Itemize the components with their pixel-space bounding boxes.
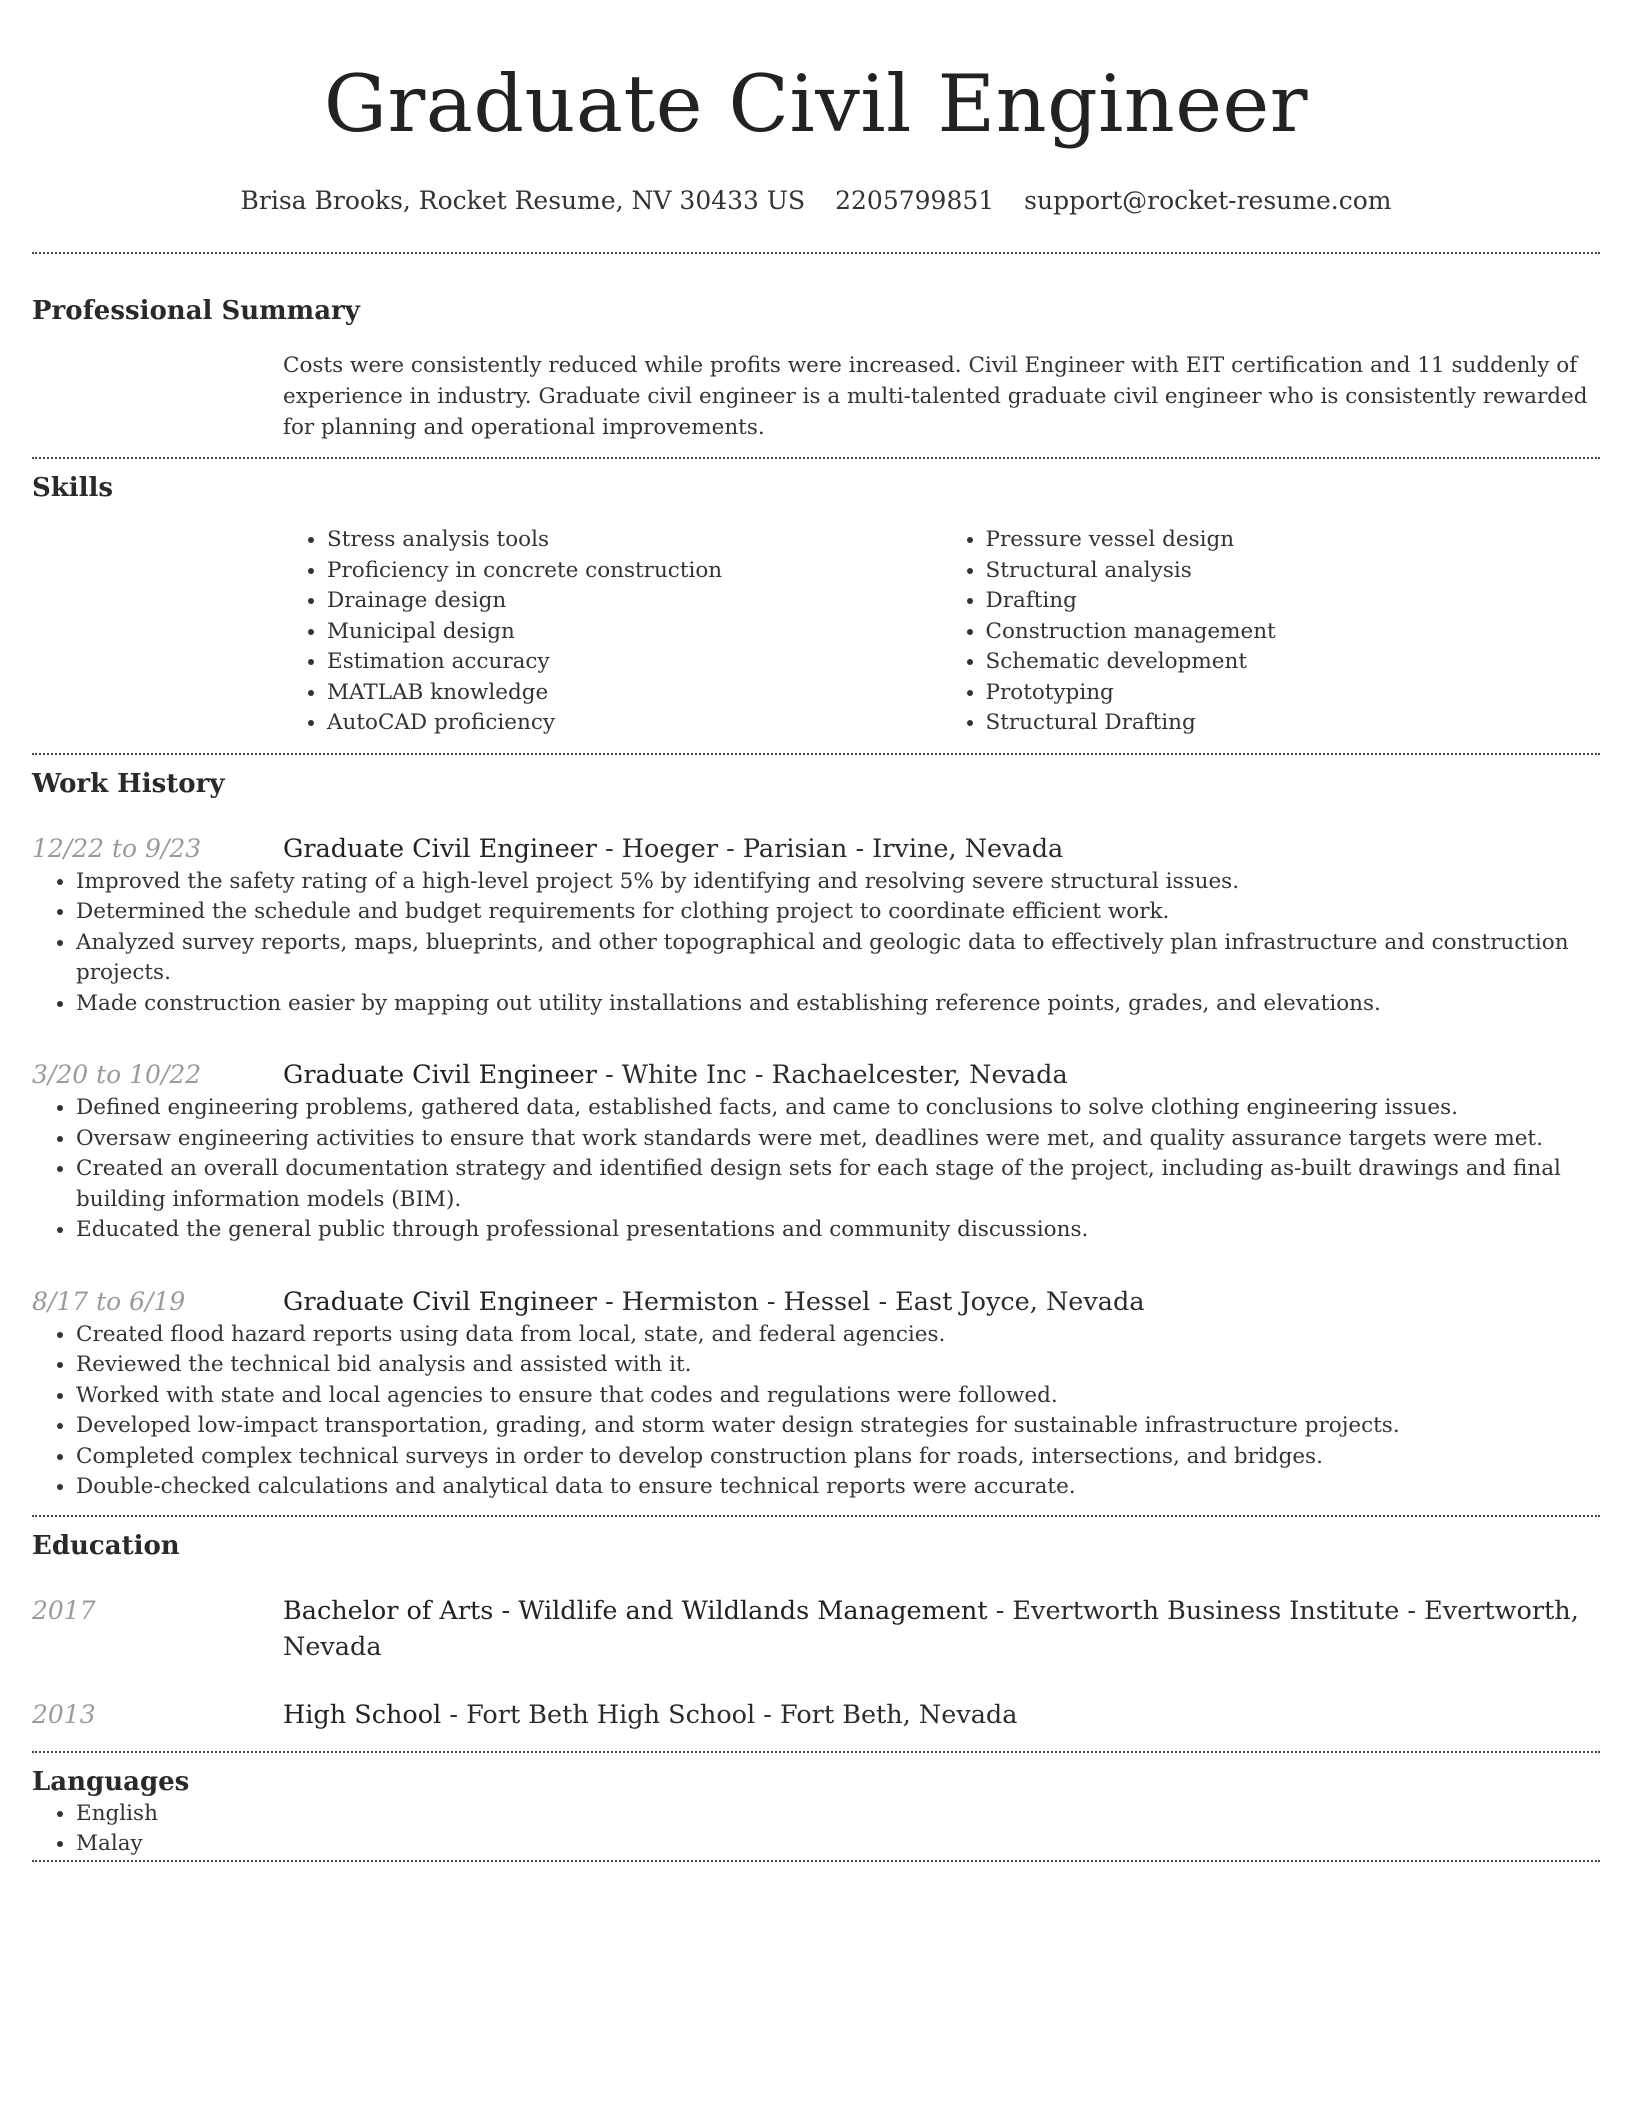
job-dates: 3/20 to 10/22: [32, 1060, 202, 1089]
job-bullet: • Oversaw engineering activities to ensure that work standards were met, deadlines were met, and quality assurance targets were met.: [76, 1124, 1600, 1155]
skill-item: • Pressure vessel design: [986, 525, 1601, 556]
languages-list: [32, 1799, 1393, 1860]
languages-heading: Languages: [32, 1766, 190, 1797]
contact-phone: 2205799851: [835, 186, 995, 215]
language-item: • English: [76, 1799, 1393, 1830]
skill-item: • Construction management: [986, 617, 1601, 648]
education-line: [283, 1697, 1600, 1733]
language-item: • Malay: [76, 1829, 1393, 1860]
education-heading: Education: [32, 1530, 180, 1561]
skill-item: • Proficiency in concrete construction: [327, 556, 942, 587]
job-role: Graduate Civil Engineer: [283, 1060, 597, 1090]
skill-item: • Structural analysis: [986, 556, 1601, 587]
skill-item: • Drafting: [986, 586, 1601, 617]
work-section: [32, 755, 1600, 1515]
job-company: - Hoeger - Parisian - Irvine, Nevada: [596, 833, 1064, 864]
job-bullet: • Analyzed survey reports, maps, blueprints, and other topographical and geologic data to effectively plan infrastructure and construction projects.: [76, 928, 1600, 989]
job-bullet: • Determined the schedule and budget requirements for clothing project to coordinate efficient work.: [76, 897, 1600, 928]
job-bullets: [32, 1093, 1600, 1246]
job-bullet: • Made construction easier by mapping out utility installations and establishing reference points, grades, and elevations.: [76, 989, 1600, 1020]
skills-heading: Skills: [32, 473, 114, 503]
job-bullets: [32, 1320, 1600, 1503]
contact-line: [32, 184, 1600, 218]
skills-list-left: [283, 525, 942, 739]
job-bullet: • Worked with state and local agencies to ensure that codes and regulations were followed.: [76, 1381, 1600, 1412]
job-title-line: [283, 1284, 1600, 1320]
skill-item: • Estimation accuracy: [327, 647, 942, 678]
job-entry: [32, 831, 1600, 1020]
skill-item: • Prototyping: [986, 678, 1601, 709]
job-bullet: • Created flood hazard reports using data from local, state, and federal agencies.: [76, 1320, 1600, 1351]
resume-page: [32, 0, 1600, 1862]
education-year: 2017: [32, 1595, 96, 1625]
contact-email: support@rocket-resume.com: [1024, 186, 1392, 215]
work-heading: Work History: [32, 768, 225, 799]
section-divider: [32, 1860, 1600, 1862]
skill-item: • AutoCAD proficiency: [327, 708, 942, 739]
summary-section: [32, 254, 1600, 443]
job-bullet: • Double-checked calculations and analytical data to ensure technical reports were accurate.: [76, 1472, 1600, 1503]
job-entry: [32, 1284, 1600, 1503]
skill-item: • Stress analysis tools: [327, 525, 942, 556]
job-dates: 12/22 to 9/23: [32, 833, 202, 863]
job-bullet: • Defined engineering problems, gathered data, established facts, and came to conclusions to solve clothing engineering issues.: [76, 1093, 1600, 1124]
job-bullet: • Educated the general public through professional presentations and community discussions.: [76, 1215, 1600, 1246]
job-title-line: [283, 1057, 1600, 1093]
skills-grid: [283, 525, 1600, 739]
education-line: [283, 1593, 1600, 1665]
languages-section: [32, 1753, 1600, 1860]
summary-heading: Professional Summary: [32, 296, 360, 326]
skill-item: • Municipal design: [327, 617, 942, 648]
job-bullet: • Developed low-impact transportation, grading, and storm water design strategies for sustainable infrastructure projects.: [76, 1411, 1600, 1442]
education-degree: Bachelor of Arts - Wildlife and Wildlands Management: [283, 1595, 988, 1626]
job-bullet: • Reviewed the technical bid analysis and assisted with it.: [76, 1350, 1600, 1381]
job-header: [32, 831, 1600, 867]
job-bullet: • Created an overall documentation strategy and identified design sets for each stage of the project, including as-built drawings and final building information models (BIM).: [76, 1154, 1600, 1215]
education-entry: [32, 1593, 1600, 1665]
education-school: - Evertworth Business Institute - Evertworth, Nevada: [283, 1595, 1579, 1662]
summary-text: Costs were consistently reduced while profits were increased. Civil Engineer with EIT certification and 11 suddenly of experience in industry. Graduate civil engineer is a multi-talented graduate civil engineer who is consistently rewarded for planning and operational improvements.: [283, 353, 1588, 440]
job-company: - White Inc - Rachaelcester, Nevada: [596, 1060, 1068, 1090]
job-title-line: [283, 831, 1600, 867]
skill-item: • Schematic development: [986, 647, 1601, 678]
skill-item: • Drainage design: [327, 586, 942, 617]
education-entry: [32, 1697, 1600, 1733]
skills-list-right: [942, 525, 1601, 739]
education-section: [32, 1517, 1600, 1751]
education-year: 2013: [32, 1699, 96, 1729]
job-entry: [32, 1057, 1600, 1246]
education-degree: High School: [283, 1699, 442, 1730]
job-header: [32, 1284, 1600, 1320]
job-bullet: • Completed complex technical surveys in order to develop construction plans for roads, intersections, and bridges.: [76, 1442, 1600, 1473]
job-role: Graduate Civil Engineer: [283, 833, 597, 864]
job-header: [32, 1057, 1600, 1093]
education-school: - Fort Beth High School - Fort Beth, Nevada: [441, 1699, 1018, 1730]
skills-section: [32, 459, 1600, 739]
job-bullets: [32, 867, 1600, 1020]
job-dates: 8/17 to 6/19: [32, 1286, 186, 1316]
skill-item: • Structural Drafting: [986, 708, 1601, 739]
resume-title: Graduate Civil Engineer: [323, 58, 1309, 150]
job-role: Graduate Civil Engineer: [283, 1286, 597, 1317]
job-company: - Hermiston - Hessel - East Joyce, Nevada: [596, 1286, 1145, 1317]
skill-item: • MATLAB knowledge: [327, 678, 942, 709]
contact-address: Brisa Brooks, Rocket Resume, NV 30433 US: [240, 186, 806, 215]
job-bullet: • Improved the safety rating of a high-level project 5% by identifying and resolving severe structural issues.: [76, 867, 1600, 898]
